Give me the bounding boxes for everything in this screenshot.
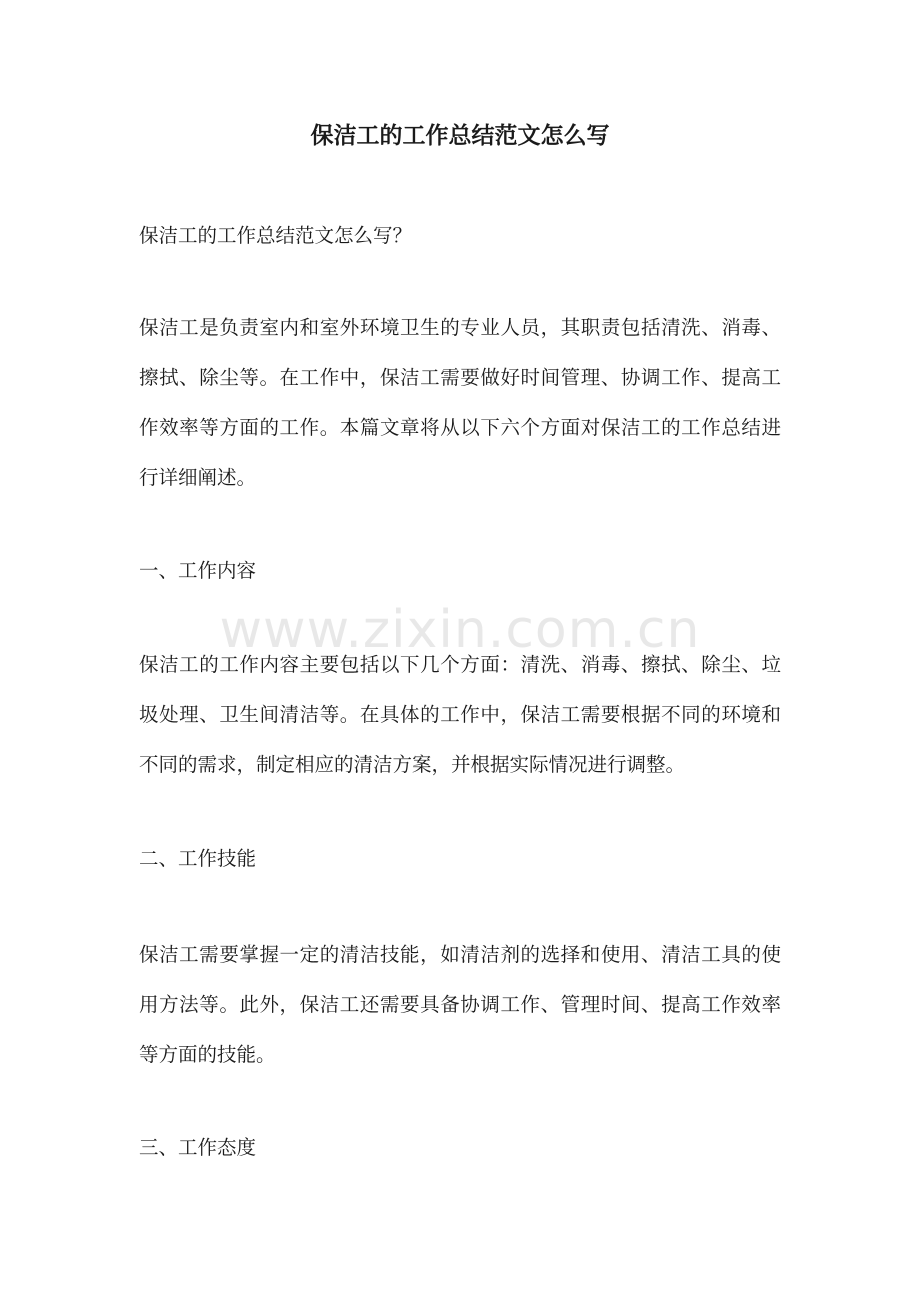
section-heading-skills: 二、工作技能 <box>139 847 257 870</box>
page-title: 保洁工的工作总结范文怎么写 <box>310 122 610 149</box>
section-body-skills: 保洁工需要掌握一定的清洁技能，如清洁剂的选择和使用、清洁工具的使用方法等。此外，保洁工还需要具备协调工作、管理时间、提高工作效率等方面的技能。 <box>139 943 781 1066</box>
document-subtitle: 保洁工的工作总结范文怎么写？ <box>139 224 413 247</box>
watermark: www.zixin.com.cn <box>219 600 701 660</box>
section-body-content: 保洁工的工作内容主要包括以下几个方面：清洗、消毒、擦拭、除尘、垃圾处理、卫生间清洁等。在具体的工作中，保洁工需要根据不同的环境和不同的需求，制定相应的清洁方案，并根据实际情况进行调整。 <box>139 653 781 776</box>
section-heading-content: 一、工作内容 <box>139 559 257 582</box>
intro-paragraph: 保洁工是负责室内和室外环境卫生的专业人员，其职责包括清洗、消毒、擦拭、除尘等。在工作中，保洁工需要做好时间管理、协调工作、提高工作效率等方面的工作。本篇文章将从以下六个方面对保洁工的工作总结进行详细阐述。 <box>139 316 781 489</box>
section-heading-attitude: 三、工作态度 <box>139 1136 257 1159</box>
